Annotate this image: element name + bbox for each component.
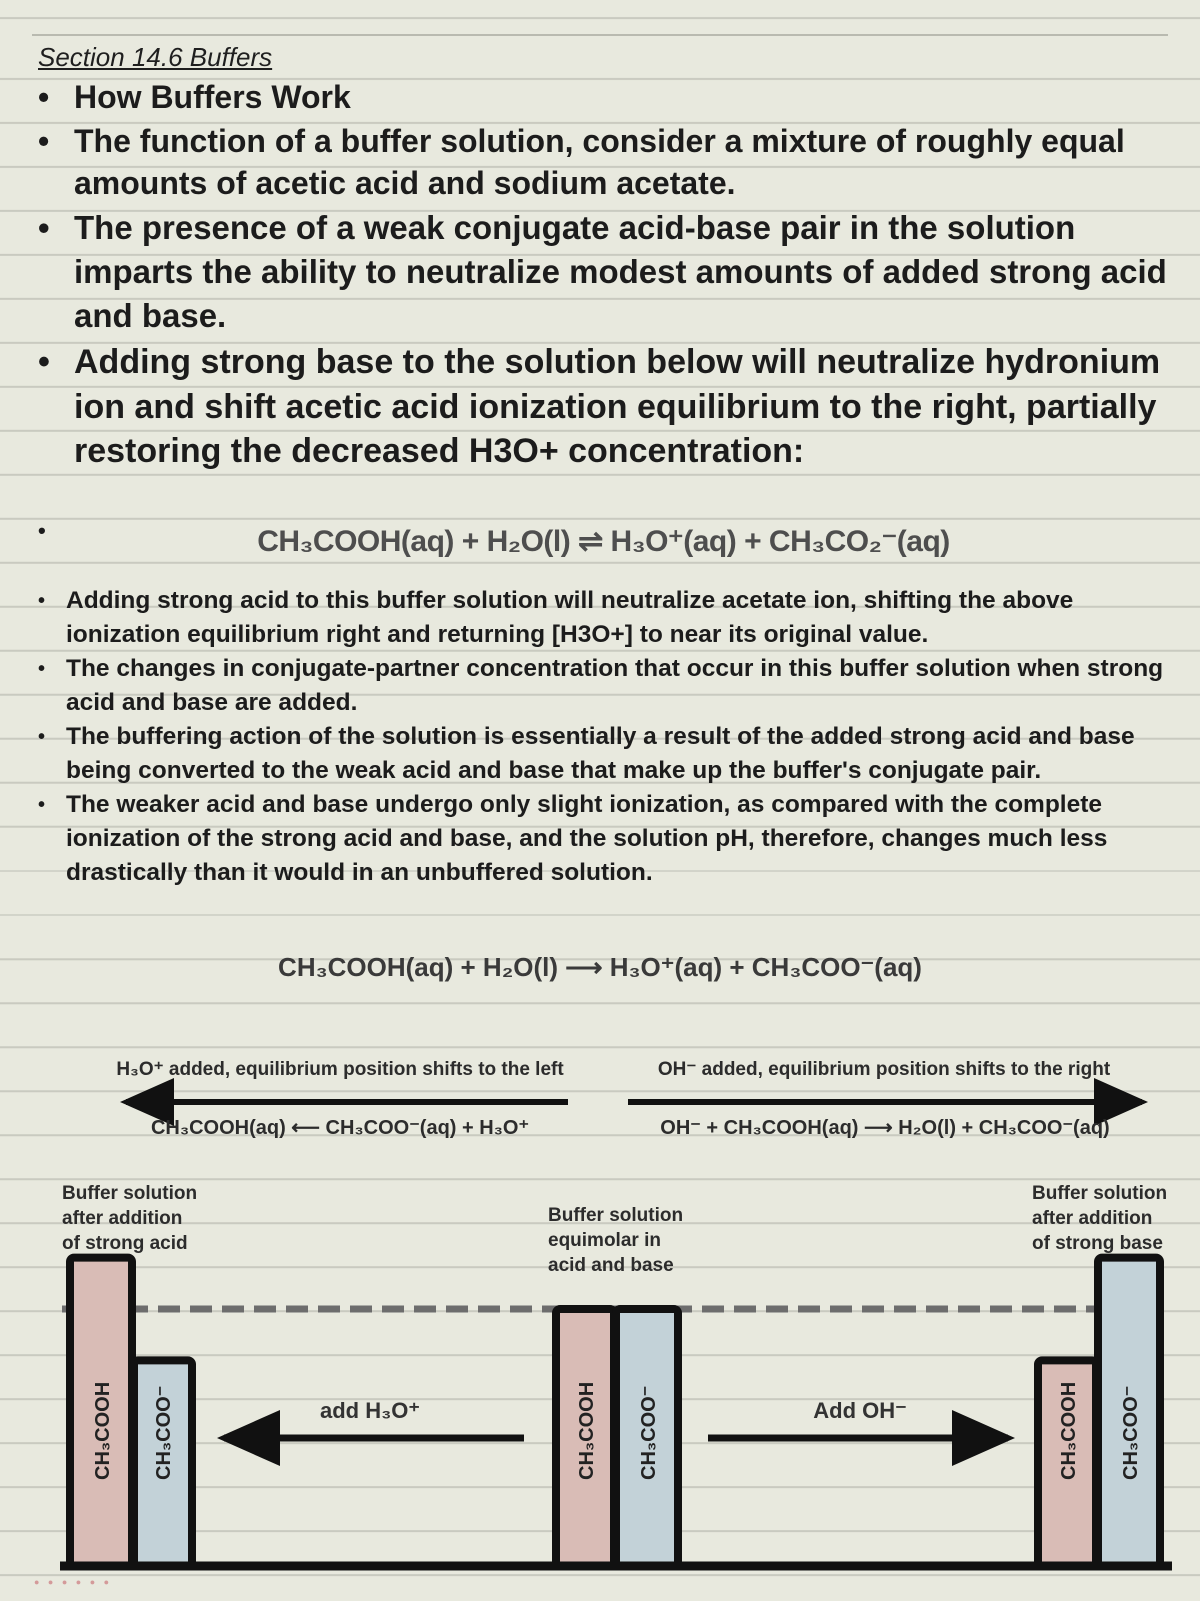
panel-right-label-line1: Buffer solution xyxy=(1032,1183,1168,1204)
top-rule xyxy=(32,34,1168,36)
panel-center-label xyxy=(548,1205,688,1276)
large-bullet-list xyxy=(36,76,1171,476)
bullet-how-buffers-work: • How Buffers Work xyxy=(36,76,1171,118)
bullet-adding-strong-acid: • Adding strong acid to this buffer solution will neutralize acetate ion, shifting the above ionization equilibrium right and returning [H3O+] to near its original value. xyxy=(36,584,1171,652)
buffer-diagram xyxy=(0,940,1200,1580)
panel-right-label xyxy=(1032,1183,1172,1254)
panel-right-label-line3: of strong base xyxy=(1032,1233,1163,1254)
panel-left-label xyxy=(62,1183,202,1254)
add-base-label: Add OH⁻ xyxy=(813,1398,907,1423)
right-shift-reaction: OH⁻ + CH₃COOH(aq) ⟶ H₂O(l) + CH₃COO⁻(aq) xyxy=(660,1117,1110,1139)
panel-left-label-line3: of strong acid xyxy=(62,1233,188,1254)
panel-left-label-line1: Buffer solution xyxy=(62,1183,198,1204)
panel-center-label-line2: equimolar in xyxy=(548,1230,661,1251)
section-title: Section 14.6 Buffers xyxy=(38,42,273,72)
diagram-top-equation: CH₃COOH(aq) + H₂O(l) ⟶ H₃O⁺(aq) + CH₃COO⁻(aq) xyxy=(278,952,922,982)
left-shift-caption: H₃O⁺ added, equilibrium position shifts to the left xyxy=(116,1059,564,1080)
right-base-bar-label: CH₃COO⁻ xyxy=(1120,1385,1142,1480)
bullet-weaker-acid-base: • The weaker acid and base undergo only slight ionization, as compared with the complete ionization of the strong acid and base, and the solution pH, therefore, changes much less drastically than it would in an unbuffered solution. xyxy=(36,788,1171,890)
center-base-bar-label: CH₃COO⁻ xyxy=(638,1385,660,1480)
equation-bullet: • xyxy=(38,518,46,543)
bullet-buffer-function: • The function of a buffer solution, consider a mixture of roughly equal amounts of acetic acid and sodium acetate. xyxy=(36,120,1171,204)
panel-center-label-line1: Buffer solution xyxy=(548,1205,684,1226)
bullet-buffering-action: • The buffering action of the solution is essentially a result of the added strong acid and base being converted to the weak acid and base that make up the buffer's conjugate pair. xyxy=(36,720,1171,788)
panel-right-label-line2: after addition xyxy=(1032,1208,1153,1229)
ionization-equation: CH₃COOH(aq) + H₂O(l) ⇌ H₃O⁺(aq) + CH₃CO₂⁻(aq) xyxy=(257,525,950,558)
right-acid-bar-label: CH₃COOH xyxy=(1058,1381,1080,1480)
right-shift-caption: OH⁻ added, equilibrium position shifts to the right xyxy=(657,1059,1111,1080)
footer-watermark: ● ● ● ● ● ● xyxy=(34,1577,113,1587)
left-shift-reaction: CH₃COOH(aq) ⟵ CH₃COO⁻(aq) + H₃O⁺ xyxy=(150,1117,530,1139)
left-acid-bar-label: CH₃COOH xyxy=(92,1381,114,1480)
small-bullet-list xyxy=(36,584,1171,890)
bullet-adding-strong-base: • Adding strong base to the solution below will neutralize hydronium ion and shift acetic acid ionization equilibrium to the right, partially restoring the decreased H3O+ concentration: xyxy=(36,340,1171,474)
add-acid-label: add H₃O⁺ xyxy=(319,1398,421,1423)
left-base-bar-label: CH₃COO⁻ xyxy=(153,1385,175,1480)
equation-row xyxy=(36,518,1171,566)
bullet-conjugate-pair: • The presence of a weak conjugate acid-base pair in the solution imparts the ability to neutralize modest amounts of added strong acid and base. xyxy=(36,206,1171,338)
panel-left-label-line2: after addition xyxy=(62,1208,183,1229)
center-acid-bar-label: CH₃COOH xyxy=(576,1381,598,1480)
bullet-partner-concentration: • The changes in conjugate-partner concentration that occur in this buffer solution when strong acid and base are added. xyxy=(36,652,1171,720)
panel-center-label-line3: acid and base xyxy=(548,1255,674,1276)
